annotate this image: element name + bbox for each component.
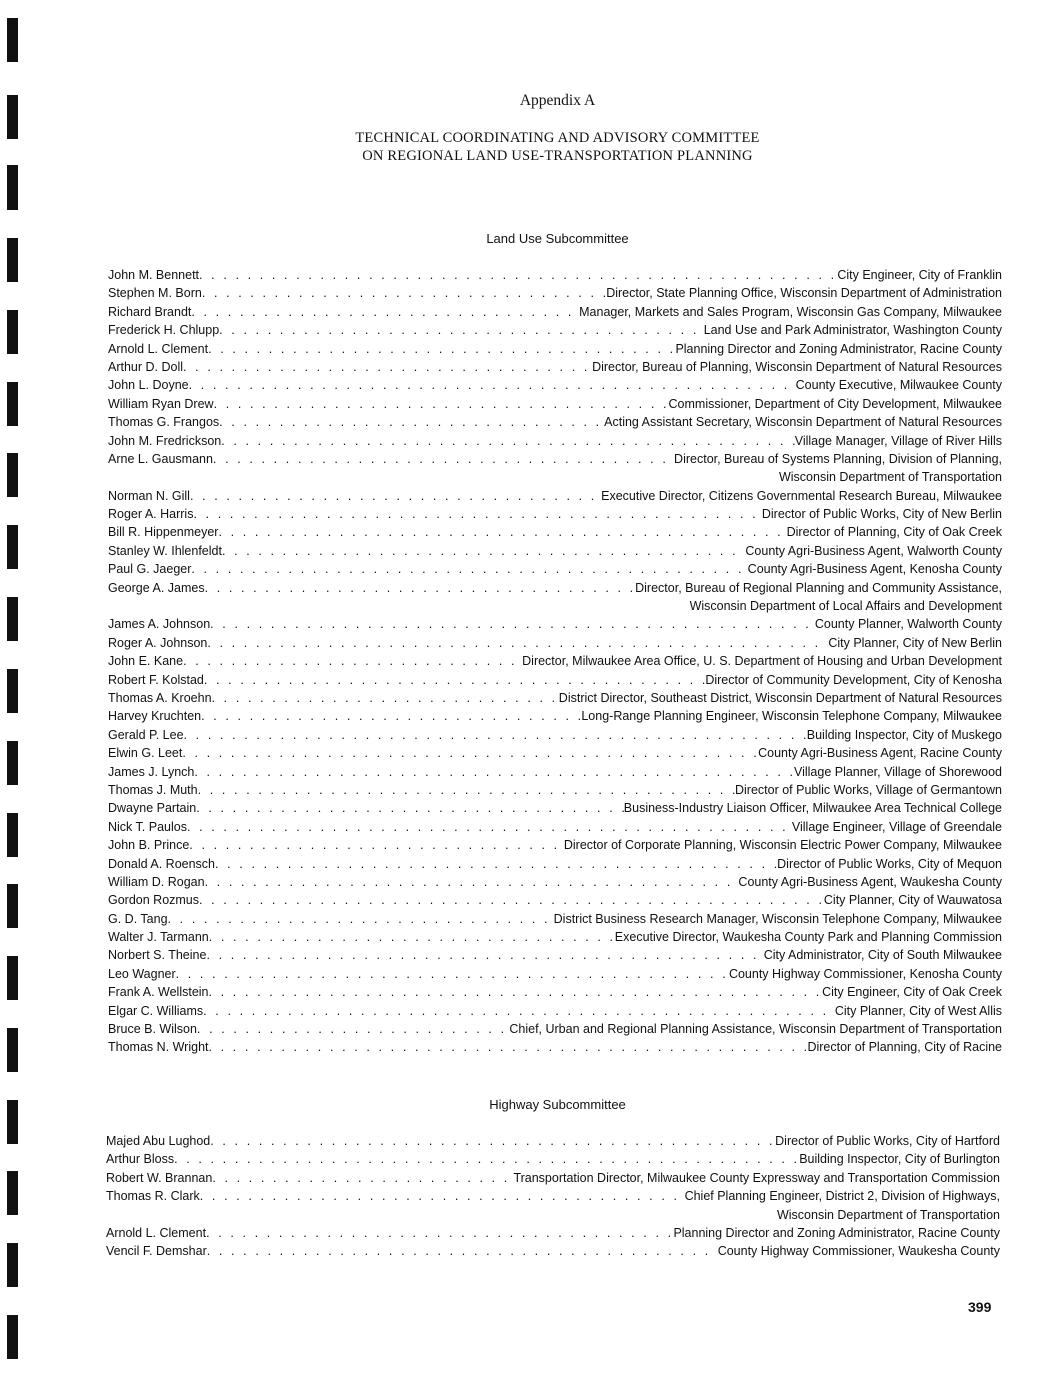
member-name: Norbert S. Theine [108, 948, 207, 963]
member-row-continuation [108, 468, 1002, 486]
member-position: Long-Range Planning Engineer, Wisconsin Telephone Company, Milwaukee [581, 709, 1002, 724]
dot-leader [183, 652, 522, 670]
member-position: Planning Director and Zoning Administrator, Racine County [673, 1225, 1000, 1240]
member-position: City Engineer, City of Franklin [837, 268, 1002, 282]
member-row [108, 395, 1002, 413]
member-position: County Agri-Business Agent, Racine County [758, 746, 1002, 761]
member-row [106, 1150, 1000, 1168]
member-position: County Planner, Walworth County [814, 617, 1002, 632]
binding-mark [7, 813, 18, 857]
member-row [108, 487, 1002, 505]
member-name: William Ryan Drew [108, 396, 214, 411]
member-name: John M. Bennett [108, 268, 200, 282]
member-row [108, 818, 1002, 836]
member-row [106, 1187, 1000, 1205]
member-position: Manager, Markets and Sales Program, Wisconsin Gas Company, Milwaukee [579, 304, 1002, 319]
member-position: City Administrator, City of South Milwaukee [763, 948, 1002, 963]
member-row [108, 542, 1002, 560]
member-position: County Agri-Business Agent, Kenosha County [747, 562, 1002, 577]
page-number: 399 [968, 1299, 992, 1315]
member-name: Arne L. Gausmann [108, 451, 213, 466]
binding-marks [7, 0, 19, 1379]
binding-mark [7, 597, 18, 641]
member-row [108, 634, 1002, 652]
member-name: G. D. Tang [108, 911, 168, 926]
member-row [108, 928, 1002, 946]
member-name: Majed Abu Lughod [106, 1134, 211, 1148]
binding-mark [7, 956, 18, 1000]
member-position: Building Inspector, City of Muskego [806, 727, 1002, 742]
dot-leader [215, 855, 777, 873]
dot-leader [168, 910, 554, 928]
member-row [108, 303, 1002, 321]
member-row [108, 965, 1002, 983]
dot-leader [205, 579, 636, 597]
dot-leader [198, 781, 735, 799]
member-row [108, 376, 1002, 394]
member-row [108, 266, 1002, 284]
member-row [108, 505, 1002, 523]
member-name: Frank A. Wellstein [108, 985, 209, 1000]
member-row [108, 763, 1002, 781]
member-row [106, 1224, 1000, 1242]
member-name: Robert F. Kolstad [108, 672, 204, 687]
dot-leader [219, 413, 604, 431]
member-position: County Highway Commissioner, Kenosha County [728, 966, 1002, 981]
member-row [108, 855, 1002, 873]
dot-leader [190, 487, 601, 505]
member-row [108, 652, 1002, 670]
member-row [108, 983, 1002, 1001]
member-row [108, 891, 1002, 909]
member-name: Walter J. Tarmann [108, 930, 209, 945]
member-name: Robert W. Brannan [106, 1170, 213, 1185]
dot-leader [183, 358, 592, 376]
member-row [108, 1002, 1002, 1020]
binding-mark [7, 669, 18, 713]
dot-leader [218, 523, 786, 541]
member-row [108, 689, 1002, 707]
member-name: William D. Rogan [108, 874, 205, 889]
binding-mark [7, 1315, 18, 1359]
member-row [108, 523, 1002, 541]
dot-leader [196, 799, 624, 817]
member-row [108, 413, 1002, 431]
member-name: Frederick H. Chlupp [108, 323, 220, 338]
member-name: Richard Brandt [108, 304, 192, 319]
member-name: Bruce B. Wilson [108, 1022, 197, 1037]
member-position: Director, Bureau of Planning, Wisconsin Department of Natural Resources [592, 359, 1002, 374]
dot-leader [201, 707, 581, 725]
member-name: Roger A. Harris [108, 507, 194, 522]
member-name: Thomas A. Kroehn [108, 690, 212, 705]
member-position: County Highway Commissioner, Waukesha County [717, 1244, 1000, 1259]
member-position-continued: Wisconsin Department of Transportation [776, 1207, 1000, 1222]
land-use-heading: Land Use Subcommittee [486, 231, 629, 246]
member-position: Director, Bureau of Systems Planning, Division of Planning, [674, 451, 1002, 466]
binding-mark [7, 310, 18, 354]
member-row [108, 579, 1002, 597]
member-position: City Planner, City of Wauwatosa [823, 893, 1002, 908]
binding-mark [7, 1171, 18, 1215]
dot-leader [221, 432, 794, 450]
member-name: John M. Fredrickson [108, 433, 222, 448]
binding-mark [7, 18, 18, 62]
dot-leader [207, 634, 828, 652]
member-name: Roger A. Johnson [108, 635, 208, 650]
binding-mark [7, 525, 18, 569]
member-row [108, 340, 1002, 358]
member-name: Elgar C. Williams [108, 1003, 204, 1018]
member-position-continued: Wisconsin Department of Local Affairs and Development [689, 599, 1002, 614]
dot-leader [206, 946, 763, 964]
member-row [108, 873, 1002, 891]
member-position: Director, Milwaukee Area Office, U. S. Department of Housing and Urban Development [522, 654, 1002, 669]
member-position: Village Planner, Village of Shorewood [793, 764, 1002, 779]
dot-leader [202, 284, 606, 302]
dot-leader [222, 542, 745, 560]
member-row [108, 671, 1002, 689]
member-row [108, 358, 1002, 376]
title-line: TECHNICAL COORDINATING AND ADVISORY COMMITTEE [355, 130, 760, 146]
member-position: County Agri-Business Agent, Waukesha County [738, 874, 1002, 889]
member-position: City Engineer, City of Oak Creek [822, 985, 1002, 1000]
member-row [106, 1132, 1000, 1150]
binding-mark [7, 165, 18, 210]
member-row [108, 799, 1002, 817]
dot-leader [197, 1020, 509, 1038]
member-name: Vencil F. Demshar [106, 1244, 207, 1259]
title-line: ON REGIONAL LAND USE-TRANSPORTATION PLANNING [362, 148, 753, 164]
land-use-member-list [108, 266, 1002, 1057]
member-position: Director, Bureau of Regional Planning and Community Assistance, [635, 580, 1002, 595]
member-position: Director of Public Works, City of Hartford [775, 1134, 1000, 1148]
binding-mark [7, 1028, 18, 1072]
member-position: Commissioner, Department of City Development, Milwaukee [668, 396, 1002, 411]
dot-leader [199, 266, 837, 284]
member-name: Paul G. Jaeger [108, 562, 192, 577]
member-row [108, 615, 1002, 633]
appendix-label: Appendix A [519, 92, 596, 109]
dot-leader [205, 873, 739, 891]
member-name: John B. Prince [108, 838, 190, 853]
member-position: Director of Public Works, City of New Berlin [761, 507, 1002, 522]
member-position: Village Manager, Village of River Hills [794, 433, 1002, 448]
member-name: Thomas R. Clark [106, 1189, 200, 1204]
member-position: Director of Planning, City of Racine [807, 1040, 1002, 1055]
member-name: John E. Kane [108, 654, 184, 669]
member-name: Dwayne Partain [108, 801, 197, 816]
member-name: Gordon Rozmus [108, 893, 200, 908]
member-row [108, 450, 1002, 468]
member-row-continuation [108, 597, 1002, 615]
member-position: Transportation Director, Milwaukee County Expressway and Transportation Commission [513, 1170, 1000, 1185]
member-row [108, 1038, 1002, 1056]
dot-leader [182, 744, 758, 762]
member-position: Director of Community Development, City of Kenosha [705, 672, 1002, 687]
member-position: Executive Director, Waukesha County Park and Planning Commission [614, 930, 1002, 945]
member-position: County Agri-Business Agent, Walworth County [745, 543, 1002, 558]
binding-mark [7, 382, 18, 426]
dot-leader [200, 1187, 685, 1205]
dot-leader [184, 726, 807, 744]
binding-mark [7, 453, 18, 497]
member-name: Harvey Kruchten [108, 709, 202, 724]
member-position: City Planner, City of West Allis [834, 1003, 1002, 1018]
member-row [108, 946, 1002, 964]
binding-mark [7, 741, 18, 785]
member-position: Director, State Planning Office, Wisconsin Department of Administration [606, 286, 1002, 301]
member-position: Building Inspector, City of Burlington [799, 1152, 1000, 1167]
dot-leader [204, 671, 705, 689]
member-name: Gerald P. Lee [108, 727, 184, 742]
page-title [0, 129, 1057, 165]
member-name: Thomas N. Wright [108, 1040, 209, 1055]
dot-leader [209, 928, 615, 946]
member-name: Arthur Bloss [106, 1152, 175, 1167]
member-row [108, 1020, 1002, 1038]
member-position: County Executive, Milwaukee County [795, 378, 1002, 393]
member-name: Arnold L. Clement [108, 341, 209, 356]
dot-leader [203, 1002, 835, 1020]
dot-leader [207, 1242, 718, 1260]
dot-leader [219, 321, 704, 339]
member-position: Village Engineer, Village of Greendale [791, 819, 1002, 834]
dot-leader [187, 818, 792, 836]
member-name: James J. Lynch [108, 764, 195, 779]
dot-leader [189, 376, 796, 394]
member-position: Land Use and Park Administrator, Washington County [703, 323, 1002, 338]
dot-leader [176, 965, 729, 983]
binding-mark [7, 1243, 18, 1287]
dot-leader [209, 983, 823, 1001]
member-row [106, 1242, 1000, 1260]
dot-leader [208, 340, 675, 358]
member-row [108, 781, 1002, 799]
dot-leader [193, 505, 761, 523]
dot-leader [210, 1132, 775, 1150]
member-name: Stephen M. Born [108, 286, 202, 301]
member-row [106, 1169, 1000, 1187]
member-row [108, 707, 1002, 725]
highway-member-list [106, 1132, 1000, 1261]
member-row [108, 910, 1002, 928]
member-name: Elwin G. Leet [108, 746, 183, 761]
dot-leader [206, 1224, 673, 1242]
member-name: John L. Doyne [108, 378, 189, 393]
dot-leader [209, 1038, 808, 1056]
dot-leader [189, 836, 564, 854]
member-position: District Director, Southeast District, Wisconsin Department of Natural Resources [558, 690, 1002, 705]
member-position: Director of Corporate Planning, Wisconsin Electric Power Company, Milwaukee [563, 838, 1002, 853]
member-row [108, 321, 1002, 339]
member-position: Chief Planning Engineer, District 2, Division of Highways, [684, 1189, 1000, 1204]
member-position: Director of Planning, City of Oak Creek [786, 525, 1002, 540]
member-row [108, 284, 1002, 302]
member-position-continued: Wisconsin Department of Transportation [778, 470, 1002, 485]
dot-leader [174, 1150, 799, 1168]
member-name: Thomas J. Muth [108, 782, 198, 797]
member-position: Executive Director, Citizens Governmental Research Bureau, Milwaukee [601, 488, 1002, 503]
member-position: City Planner, City of New Berlin [828, 635, 1002, 650]
member-name: Nick T. Paulos [108, 819, 187, 834]
member-name: Arnold L. Clement [106, 1225, 207, 1240]
member-name: Norman N. Gill [108, 488, 190, 503]
dot-leader [199, 891, 824, 909]
member-name: Leo Wagner [108, 966, 176, 981]
member-row [108, 744, 1002, 762]
member-row [108, 432, 1002, 450]
dot-leader [212, 1169, 513, 1187]
highway-heading: Highway Subcommittee [489, 1097, 626, 1112]
member-name: James A. Johnson [108, 617, 211, 632]
member-name: Thomas G. Frangos [108, 415, 220, 430]
member-position: Business-Industry Liaison Officer, Milwaukee Area Technical College [623, 801, 1002, 816]
member-position: Planning Director and Zoning Administrator, Racine County [675, 341, 1002, 356]
member-position: Director of Public Works, City of Mequon [777, 856, 1002, 871]
dot-leader [191, 303, 579, 321]
binding-mark [7, 884, 18, 928]
member-position: District Business Research Manager, Wisconsin Telephone Company, Milwaukee [553, 911, 1002, 926]
member-name: Stanley W. Ihlenfeldt [108, 543, 222, 558]
member-position: Chief, Urban and Regional Planning Assistance, Wisconsin Department of Transportation [509, 1022, 1002, 1037]
dot-leader [191, 560, 747, 578]
member-row [108, 726, 1002, 744]
member-name: Bill R. Hippenmeyer [108, 525, 219, 540]
member-name: Donald A. Roensch [108, 856, 216, 871]
dot-leader [210, 615, 815, 633]
member-row-continuation [106, 1206, 1000, 1224]
member-name: Arthur D. Doll [108, 359, 184, 374]
dot-leader [212, 689, 559, 707]
dot-leader [194, 763, 794, 781]
member-name: George A. James [108, 580, 205, 595]
member-position: Director of Public Works, Village of Germantown [734, 782, 1002, 797]
member-row [108, 560, 1002, 578]
member-row [108, 836, 1002, 854]
dot-leader [213, 450, 674, 468]
dot-leader [214, 395, 669, 413]
member-position: Acting Assistant Secretary, Wisconsin Department of Natural Resources [604, 415, 1002, 430]
